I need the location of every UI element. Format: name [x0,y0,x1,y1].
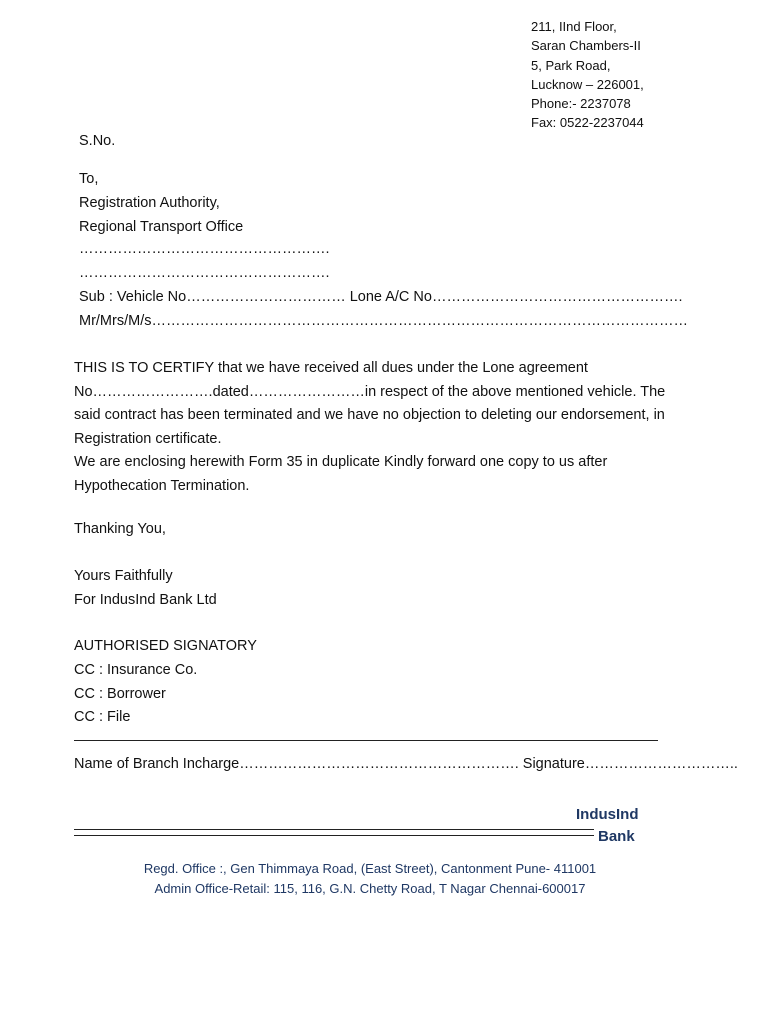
closing-line: Yours Faithfully [74,568,173,584]
serial-number-label: S.No. [79,133,116,149]
branch-incharge-signature-line: Name of Branch Incharge…………………………………………………. Signature………………………….. [74,756,738,772]
sender-address [531,17,644,133]
recipient-blank-1: ……………………………………………. [79,241,330,257]
footer-rule-top [74,829,594,830]
cc-file: CC : File [74,709,131,725]
recipient-line-1: Registration Authority, [79,195,220,211]
for-bank-line: For IndusInd Bank Ltd [74,592,217,608]
address-line: 211, IInd Floor, [531,19,617,34]
footer-offices [90,859,650,898]
authorised-signatory: AUTHORISED SIGNATORY [74,638,257,654]
address-line: Lucknow – 226001, [531,76,644,92]
recipient-blank-2: ……………………………………………. [79,265,330,281]
address-line: Phone:- 2237078 [531,96,631,112]
enclosing-paragraph: We are enclosing herewith Form 35 in duplicate Kindly forward one copy to us after Hypothecation Termination. [74,454,608,494]
regd-office-address: Regd. Office :, Gen Thimmaya Road, (East Street), Cantonment Pune- 411001 [143,861,597,876]
address-line: Fax: 0522-2237044 [531,115,644,131]
recipient-line-2: Regional Transport Office [79,219,244,235]
recipient-to: To, [79,171,99,187]
thanking-line: Thanking You, [74,521,166,537]
bank-logo-text-2: Bank [598,828,635,845]
admin-office-address: Admin Office-Retail: 115, 116, G.N. Chetty Road, T Nagar Chennai-600017 [154,880,586,896]
cc-insurance: CC : Insurance Co. [74,662,198,678]
divider-line [74,740,658,741]
footer-rule-bottom [74,835,594,836]
certify-paragraph: THIS IS TO CERTIFY that we have received all dues under the Lone agreement No…………………….dated……………………in respect of the above mentioned vehicle. The said contract has been terminated and we have no objection to deleting our endorsement, in Registration certificate. [74,360,666,447]
cc-borrower: CC : Borrower [74,686,166,702]
subject-line: Sub : Vehicle No…………………………… Lone A/C No……………………………………………. [79,289,683,305]
bank-logo-text-1: IndusInd [576,806,639,823]
customer-name-line: Mr/Mrs/M/s………………………………………………………………………………………………… [79,313,688,329]
address-line: Saran Chambers-II [531,38,641,54]
address-line: 5, Park Road, [531,57,611,73]
